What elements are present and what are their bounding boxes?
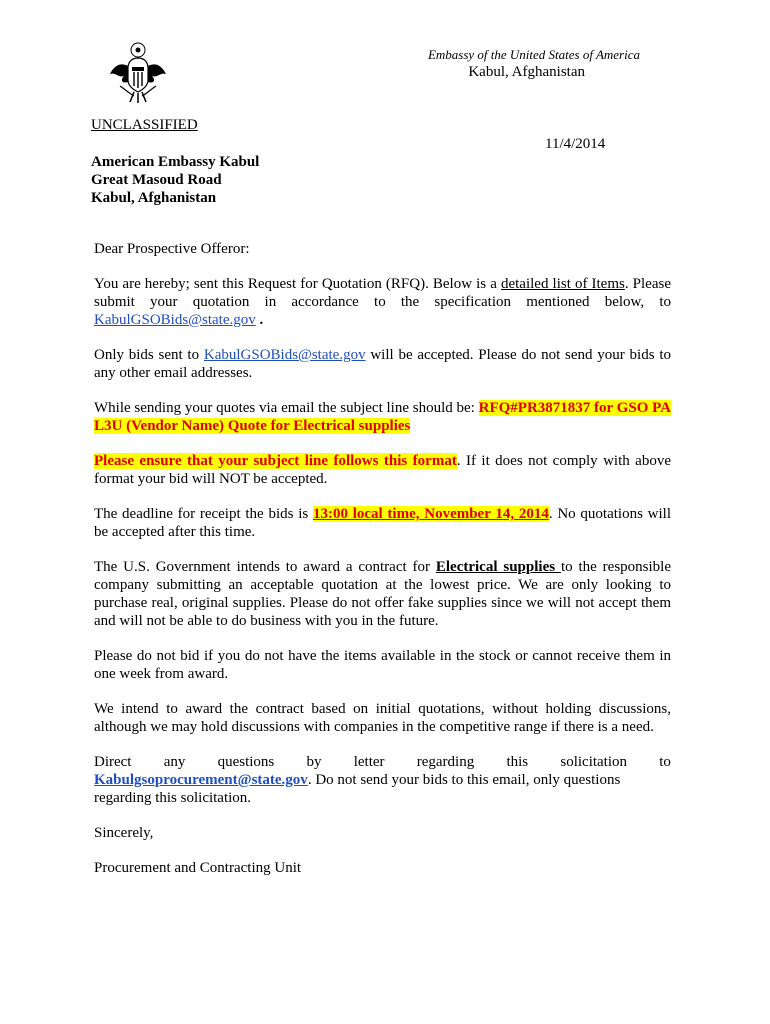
deadline: 13:00 local time, November 14, 2014 [312,506,549,522]
text: You are hereby; sent this Request for Quotation (RFQ). Below is a [94,276,501,292]
address-line-2: Great Masoud Road [91,172,222,188]
classification-label: UNCLASSIFIED [91,117,198,133]
paragraph-availability: Please do not bid if you do not have the items available in the stock or cannot receive them in one week from award. [94,648,671,682]
text: The deadline for receipt the bids is [94,506,313,522]
recipient-address [91,153,259,207]
text: . If it does not comply with above format your bid will NOT be accepted. [94,453,671,487]
bids-email-link[interactable]: KabulGSOBids@state.gov [94,312,256,328]
paragraph-format-warning [94,452,671,488]
text: . No quotations will be accepted after this time. [94,506,671,540]
salutation: Dear Prospective Offeror: [94,241,250,257]
paragraph-bids-address [94,346,671,382]
closing: Sincerely, [94,825,154,841]
address-line-1: American Embassy Kabul [91,154,260,170]
word: letter [353,754,385,770]
format-warning: Please ensure that your subject line follows this format [94,453,457,469]
word: by [306,754,322,770]
items-list-link[interactable]: detailed list of Items [500,276,625,292]
text: to the responsible company submitting an acceptable quotation at the lowest price. We are only looking to purchase real, original supplies. Please do not offer fake supplies since we will not accept them and will not be able to do business with you in the future. [94,559,671,629]
paragraph-rfq-intro [94,275,671,329]
bids-email-link-2[interactable]: KabulGSOBids@state.gov [203,347,366,363]
questions-first-line [94,753,671,771]
text: While sending your quotes via email the subject line should be: [94,400,479,416]
text: Only bids sent to [94,347,204,363]
paragraph-subject-line [94,399,671,435]
text: will be accepted. Please do not send your bids to any other email addresses. [94,347,671,381]
word: to [659,754,671,770]
text: . Please submit your quotation in accordance to the specification mentioned below, to [94,276,671,310]
signature: Procurement and Contracting Unit [94,860,302,876]
word: any [163,754,186,770]
letter-date: 11/4/2014 [545,136,606,152]
word: regarding [416,754,475,770]
paragraph-deadline [94,505,671,541]
word: this [506,754,529,770]
embassy-name: Embassy of the United States of America [427,47,640,62]
text: . [255,312,264,328]
text: . Do not send your bids to this email, only questions regarding this solicitation. [94,772,621,806]
word: solicitation [560,754,628,770]
paragraph-questions [94,753,671,807]
contract-item: Electrical supplies [435,559,561,575]
embassy-location: Kabul, Afghanistan [468,64,585,80]
word: questions [217,754,275,770]
text: The U.S. Government intends to award a contract for [94,559,436,575]
subject-line-format: RFQ#PR3871837 for GSO PA L3U (Vendor Name) Quote for Electrical supplies [94,400,672,434]
procurement-email-link[interactable]: Kabulgsoprocurement@state.gov [94,772,308,788]
us-great-seal-icon [108,40,168,104]
paragraph-discussions: We intend to award the contract based on initial quotations, without holding discussions, although we may hold discussions with companies in the competitive range if there is a need. [94,701,671,735]
paragraph-award-intent [94,558,671,630]
letter-body [94,240,671,894]
address-line-3: Kabul, Afghanistan [91,190,217,206]
word: Direct [94,754,132,770]
